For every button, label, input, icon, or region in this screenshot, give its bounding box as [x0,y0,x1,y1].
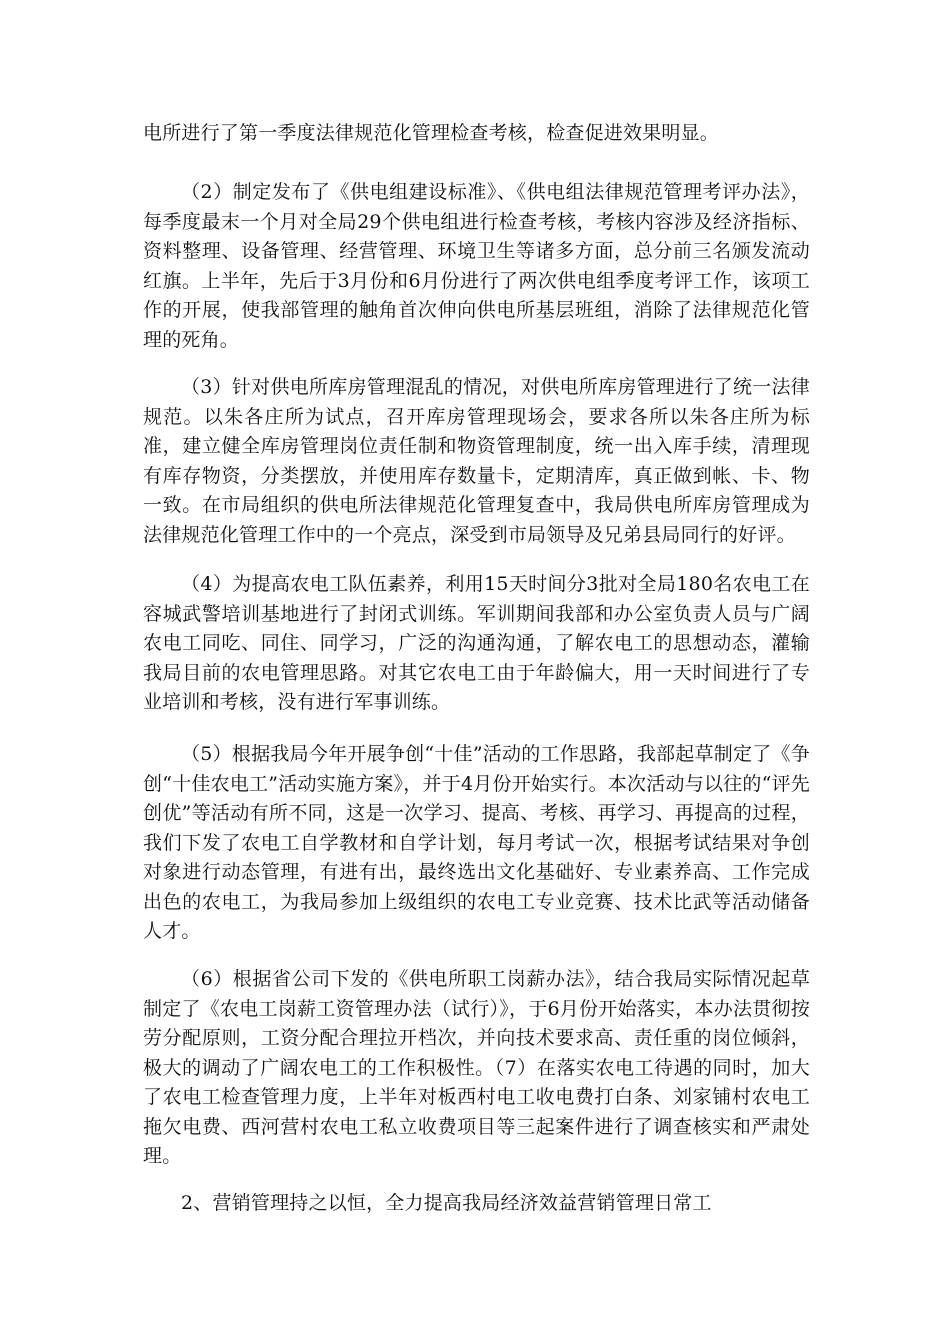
paragraph-continuation: 电所进行了第一季度法律规范化管理检查考核，检查促进效果明显。 [143,122,720,144]
section-heading-2: 2、营销管理持之以恒，全力提高我局经济效益营销管理日常工 [181,1192,712,1214]
paragraph-item-5: （5）根据我局今年开展争创“十佳”活动的工作思路，我部起草制定了《争创“十佳农电工”活动实施方案》，并于4月份开始实行。本次活动与以往的“评先创优”等活动有所不同，这是一次学习、提高、考核、再学习、再提高的过程，我们下发了农电工自学教材和自学计划，每月考试一次，根据考试结果对争创对象进行动态管理，有进有出，最终选出文化基础好、专业素养高、工作完成出色的农电工，为我局参加上级组织的农电工专业竞赛、技术比武等活动储备人才。 [143,743,810,942]
paragraph-item-4: （4）为提高农电工队伍素养，利用15天时间分3批对全局180名农电工在容城武警培训基地进行了封闭式训练。军训期间我部和办公室负责人员与广阔农电工同吃、同住、同学习，广泛的沟通沟通，了解农电工的思想动态，灌输我局目前的农电管理思路。对其它农电工由于年龄偏大，用一天时间进行了专业培训和考核，没有进行军事训练。 [143,573,810,713]
paragraph-item-3: （3）针对供电所库房管理混乱的情况，对供电所库房管理进行了统一法律规范。以朱各庄所为试点，召开库房管理现场会，要求各所以朱各庄所为标准，建立健全库房管理岗位责任制和物资管理制度，统一出入库手续，清理现有库存物资，分类摆放，并使用库存数量卡，定期清库，真正做到帐、卡、物一致。在市局组织的供电所法律规范化管理复查中，我局供电所库房管理成为法律规范化管理工作中的一个亮点，深受到市局领导及兄弟县局同行的好评。 [143,376,810,546]
paragraph-item-6: （6）根据省公司下发的《供电所职工岗薪办法》，结合我局实际情况起草制定了《农电工岗薪工资管理办法（试行）》，于6月份开始落实，本办法贯彻按劳分配原则，工资分配合理拉开档次，并向技术要求高、责任重的岗位倾斜，极大的调动了广阔农电工的工作积极性。（7）在落实农电工待遇的同时，加大了农电工检查管理力度，上半年对板西村电工收电费打白条、刘家铺村农电工拖欠电费、西河营村农电工私立收费项目等三起案件进行了调查核实和严肃处理。 [143,968,810,1167]
paragraph-item-2: （2）制定发布了《供电组建设标准》、《供电组法律规范管理考评办法》，每季度最末一个月对全局29个供电组进行检查考核，考核内容涉及经济指标、资料整理、设备管理、经营管理、环境卫生等诸多方面，总分前三名颁发流动红旗。上半年，先后于3月份和6月份进行了两次供电组季度考评工作，该项工作的开展，使我部管理的触角首次伸向供电所基层班组，消除了法律规范化管理的死角。 [143,181,810,351]
